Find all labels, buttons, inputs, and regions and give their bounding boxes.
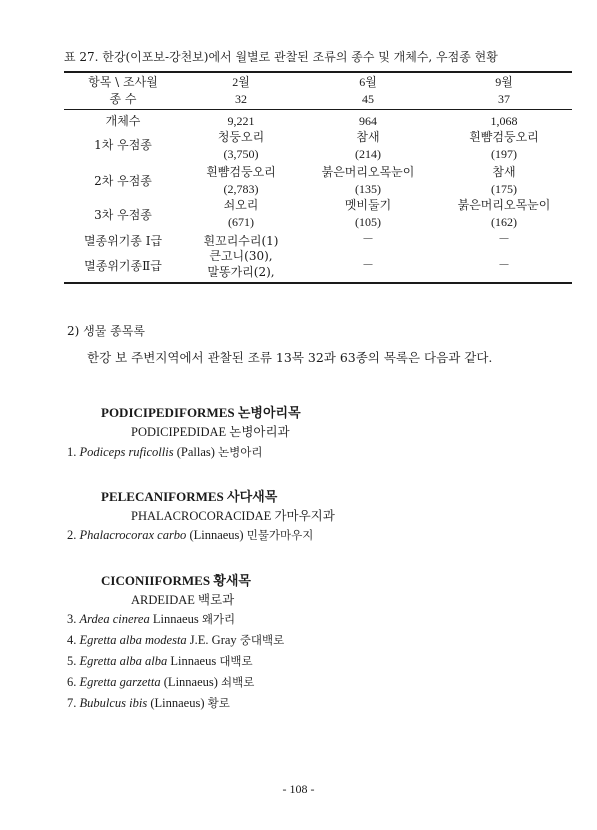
species-author: (Linnaeus)	[163, 675, 218, 689]
species-number: 3.	[67, 612, 77, 626]
species-author: J.E. Gray	[189, 633, 237, 647]
order-heading: CICONIIFORMES 황새목	[101, 573, 251, 588]
species-number: 7.	[67, 696, 77, 710]
row-label: 2차 우점종	[94, 174, 152, 188]
species-number: 4.	[67, 633, 77, 647]
row-label: 1차 우점종	[94, 138, 152, 152]
row-label: 3차 우점종	[94, 208, 152, 222]
species-item	[67, 653, 253, 669]
section-heading: 2) 생물 종목록	[67, 324, 145, 338]
table-cell: 붉은머리오목눈이	[457, 198, 551, 212]
species-number: 6.	[67, 675, 77, 689]
table-header-rule	[64, 109, 572, 110]
species-item	[67, 611, 235, 627]
header-month-sep: 9월	[495, 75, 513, 89]
species-item	[67, 674, 254, 690]
species-number: 2.	[67, 528, 77, 542]
table-cell: (105)	[355, 215, 381, 229]
table-cell: －	[361, 232, 374, 246]
header-month-jun: 6월	[359, 75, 377, 89]
species-item	[67, 444, 262, 460]
species-korean-name: 논병아리	[218, 445, 263, 459]
table-cell: 멧비둘기	[344, 198, 392, 212]
table-top-rule	[64, 71, 572, 73]
row-label: 개체수	[105, 114, 141, 128]
species-korean-name: 민물가마우지	[246, 528, 314, 542]
row-label: 멸종위기종 Ⅰ급	[83, 234, 163, 248]
table-cell: 1,068	[490, 114, 518, 128]
header-month-feb: 2월	[232, 75, 250, 89]
header-label: 항목 \ 조사월	[88, 75, 158, 89]
table-cell: 말똥가리(2),	[207, 265, 275, 279]
table-cell: (197)	[491, 147, 517, 161]
table-cell: (214)	[355, 147, 381, 161]
species-korean-name: 쇠백로	[221, 675, 255, 689]
table-cell: 쇠오리	[223, 198, 259, 212]
species-count-feb: 32	[235, 92, 247, 106]
table-cell: －	[497, 258, 510, 272]
species-author: Linnaeus	[170, 654, 217, 668]
family-heading: PHALACROCORACIDAE 가마우지과	[131, 509, 335, 523]
species-number: 5.	[67, 654, 77, 668]
species-item	[67, 632, 284, 648]
table-cell: (3,750)	[223, 147, 259, 161]
species-author: (Pallas)	[176, 445, 215, 459]
species-korean-name: 왜가리	[201, 612, 236, 626]
table-cell: (671)	[228, 215, 254, 229]
family-heading: PODICIPEDIDAE 논병아리과	[131, 425, 290, 439]
table-bottom-rule	[64, 282, 572, 284]
table-cell: 청둥오리	[217, 130, 265, 144]
species-scientific-name: Egretta alba alba	[79, 654, 168, 668]
table-cell: 흰뺨검둥오리	[206, 165, 276, 179]
species-item	[67, 527, 313, 543]
species-scientific-name: Bubulcus ibis	[79, 696, 148, 710]
species-item	[67, 695, 230, 711]
table-cell: 흰꼬리수리(1)	[203, 234, 279, 248]
species-author: (Linnaeus)	[189, 528, 244, 542]
species-count-label: 종 수	[109, 92, 137, 106]
species-author: (Linnaeus)	[150, 696, 205, 710]
order-heading: PELECANIFORMES 사다새목	[101, 489, 278, 504]
table-cell: (175)	[491, 182, 517, 196]
species-korean-name: 대백로	[219, 654, 253, 668]
table-cell: (162)	[491, 215, 517, 229]
species-scientific-name: Ardea cinerea	[79, 612, 150, 626]
species-count-sep: 37	[498, 92, 510, 106]
species-scientific-name: Egretta garzetta	[79, 675, 161, 689]
table-cell: (2,783)	[223, 182, 259, 196]
row-label: 멸종위기종Ⅱ급	[84, 259, 162, 273]
table-caption: 표 27. 한강(이포보-강천보)에서 월별로 관찰된 조류의 종수 및 개체수, 우점종 현황	[64, 50, 498, 64]
table-cell: 흰뺨검둥오리	[469, 130, 539, 144]
species-number: 1.	[67, 445, 77, 459]
table-cell: 964	[359, 114, 377, 128]
species-author: Linnaeus	[152, 612, 199, 626]
table-cell: 참새	[356, 130, 380, 144]
species-scientific-name: Egretta alba modesta	[79, 633, 187, 647]
table-cell: (135)	[355, 182, 381, 196]
species-korean-name: 황로	[207, 696, 230, 710]
species-korean-name: 중대백로	[239, 633, 285, 647]
section-text: 한강 보 주변지역에서 관찰된 조류 13목 32과 63종의 목록은 다음과 같다.	[87, 350, 493, 365]
species-scientific-name: Phalacrocorax carbo	[79, 528, 187, 542]
family-heading: ARDEIDAE 백로과	[131, 593, 235, 607]
page-number: - 108 -	[282, 782, 315, 796]
table-cell: 참새	[492, 165, 516, 179]
table-cell: 큰고니(30),	[209, 249, 273, 263]
table-cell: 9,221	[227, 114, 255, 128]
table-cell: 붉은머리오목눈이	[321, 165, 415, 179]
table-cell: －	[497, 232, 510, 246]
species-count-jun: 45	[362, 92, 374, 106]
order-heading: PODICIPEDIFORMES 논병아리목	[101, 405, 301, 420]
table-cell: －	[361, 258, 374, 272]
species-scientific-name: Podiceps ruficollis	[79, 445, 174, 459]
